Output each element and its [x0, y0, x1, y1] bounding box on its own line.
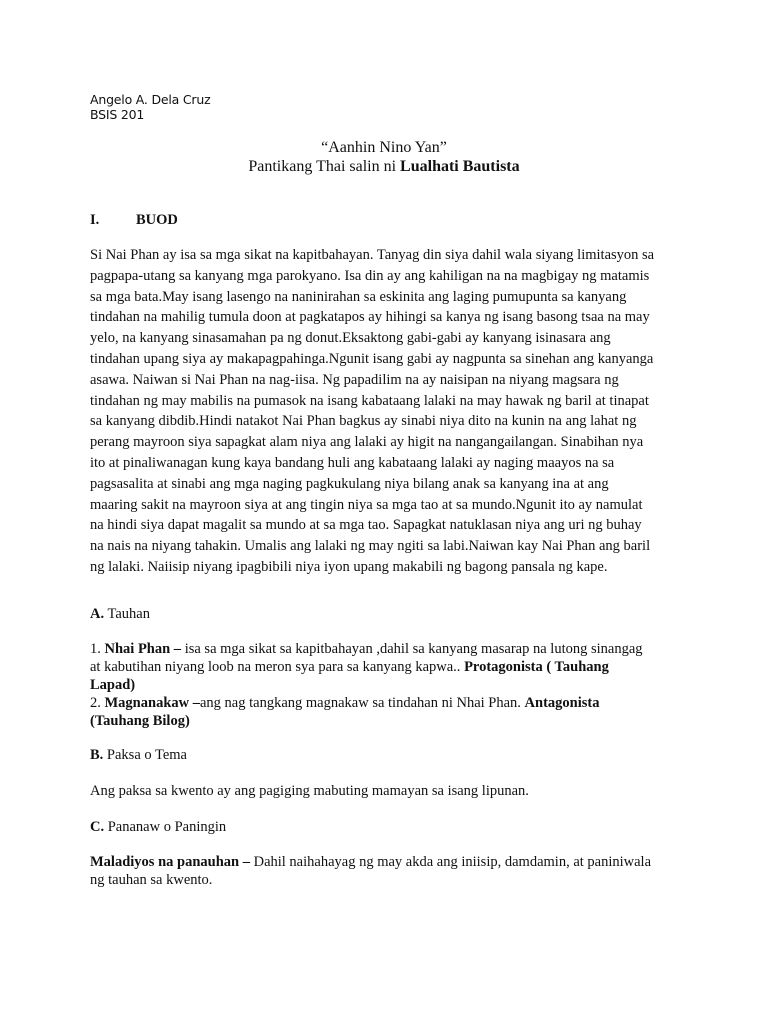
summary-line: tindahan upang siya ay makapagpahinga.Ngunit isang gabi ay nagpunta sa sinehan ang kanyanga: [90, 350, 654, 367]
translator-name: Lualhati Bautista: [400, 158, 520, 175]
section-label: Pananaw o Paningin: [104, 819, 227, 835]
character-description: at kabutihan niyang loob na meron sya para sa kanyang kapwa..: [90, 659, 465, 675]
summary-line: sa mga bata.May isang lasengo na naninirahan sa eskinita ang laging pumupunta sa kanyang: [90, 288, 627, 305]
pananaw-term: Maladiyos na panauhan –: [90, 854, 250, 870]
summary-paragraph: [90, 245, 680, 578]
section-number: I.: [90, 212, 100, 228]
character-name: Magnanakaw –: [104, 695, 200, 711]
author-name: Angelo A. Dela Cruz: [90, 92, 211, 107]
pananaw-description: ng tauhan sa kwento.: [90, 872, 213, 888]
summary-line: perang mayroon siya sapagkat alam niya ang lalaki ay higit na nangangailangan. Sinabihan nya: [90, 434, 644, 451]
summary-line: ito at pinaliwanagan kung kaya bandang huli ang kabataang lalaki ay naging maayos na sa: [90, 454, 615, 471]
character-line: [90, 658, 680, 676]
character-role: Protagonista ( Tauhang: [464, 659, 609, 675]
pananaw-text: [90, 853, 680, 889]
document-title: “Aanhin Nino Yan”: [321, 139, 447, 156]
character-list: [90, 640, 680, 730]
pananaw-description: Dahil naihahayag ng may akda ang iniisip, damdamin, at paniniwala: [249, 854, 652, 870]
character-role: Lapad): [90, 677, 136, 693]
summary-line: yelo, na kanyang sinasamahan pa ng donut.Eksaktong gabi-gabi ay kanyang isinasara ang: [90, 330, 611, 347]
character-role: (Tauhang Bilog): [90, 713, 190, 729]
character-role: Antagonista: [524, 695, 600, 711]
author-block: [90, 92, 210, 122]
character-number: 1.: [90, 641, 105, 657]
summary-line: asawa. Naiwan si Nai Phan na nag-iisa. Ng papadilim na ay naisipan na niyang magsara ng: [90, 371, 619, 388]
pananaw-line: [90, 853, 680, 871]
section-letter: C.: [90, 819, 105, 835]
section-heading-pananaw: [90, 817, 680, 838]
summary-line: pagsasalita at sinabi ang mga naging pagkukulang niya bilang anak sa kanyang ina at ang: [90, 475, 609, 492]
paksa-text: Ang paksa sa kwento ay ang pagiging mabuting mamayan sa isang lipunan.: [90, 783, 529, 799]
document-subtitle: [0, 157, 768, 177]
summary-line: na hindi siya dapat magalit sa mundo at sa mga tao. Sapagkat natuklasan niya ang uri ng buhay: [90, 517, 642, 534]
summary-line: Si Nai Phan ay isa sa mga sikat na kapitbahayan. Tanyag din siya dahil wala siyang limitasyon sa: [90, 247, 655, 263]
character-description: ang nag tangkang magnakaw sa tindahan ni Nhai Phan.: [199, 695, 525, 711]
section-label: Paksa o Tema: [103, 747, 187, 763]
section-heading-tauhan: [90, 604, 680, 625]
summary-line: sa kanyang dibdib.Hindi natakot Nai Phan bagkus ay sinabi niya dito na kunin na ang lahat ng: [90, 413, 637, 430]
summary-line: tindahan na mahilig tumula doon at pagkatapos ay hihingi sa kanya ng isang basong tsaa na may: [90, 309, 650, 326]
section-heading-paksa: [90, 745, 680, 766]
section-label: Tauhan: [104, 606, 150, 622]
section-letter: B.: [90, 747, 104, 763]
summary-line: pagpapa-utang sa kanyang mga parokyano. Isa din ay ang kahiligan na na magbigay ng matamis: [90, 267, 650, 284]
character-line: [90, 640, 680, 658]
section-heading-buod: [90, 211, 178, 229]
character-number: 2.: [90, 695, 105, 711]
course-code: BSIS 201: [90, 107, 145, 122]
character-name: Nhai Phan –: [104, 641, 182, 657]
character-line: [90, 694, 680, 712]
section-label: BUOD: [136, 212, 178, 228]
summary-line: maaring sakit na mayroon siya at ang tingin niya sa mga tao at sa mundo.Ngunit ito ay namulat: [90, 496, 643, 513]
summary-line: na nais na niyang tahakin. Umalis ang lalaki ng may ngiti sa labi.Naiwan kay Nai Phan ang baril: [90, 538, 651, 555]
subtitle-prefix: Pantikang Thai salin ni: [248, 158, 401, 175]
section-letter: A.: [90, 606, 105, 622]
summary-line: ng lalaki. Naiisip niyang ipagbibili niya iyon upang makabili ng bagong pansala ng kape.: [90, 558, 608, 575]
summary-line: tindahan ng may mabilis na pumasok na isang kabataang lalaki na may hawak ng baril at tinapat: [90, 392, 649, 409]
character-description: isa sa mga sikat sa kapitbahayan ,dahil sa kanyang masarap na lutong sinangag: [181, 641, 643, 657]
